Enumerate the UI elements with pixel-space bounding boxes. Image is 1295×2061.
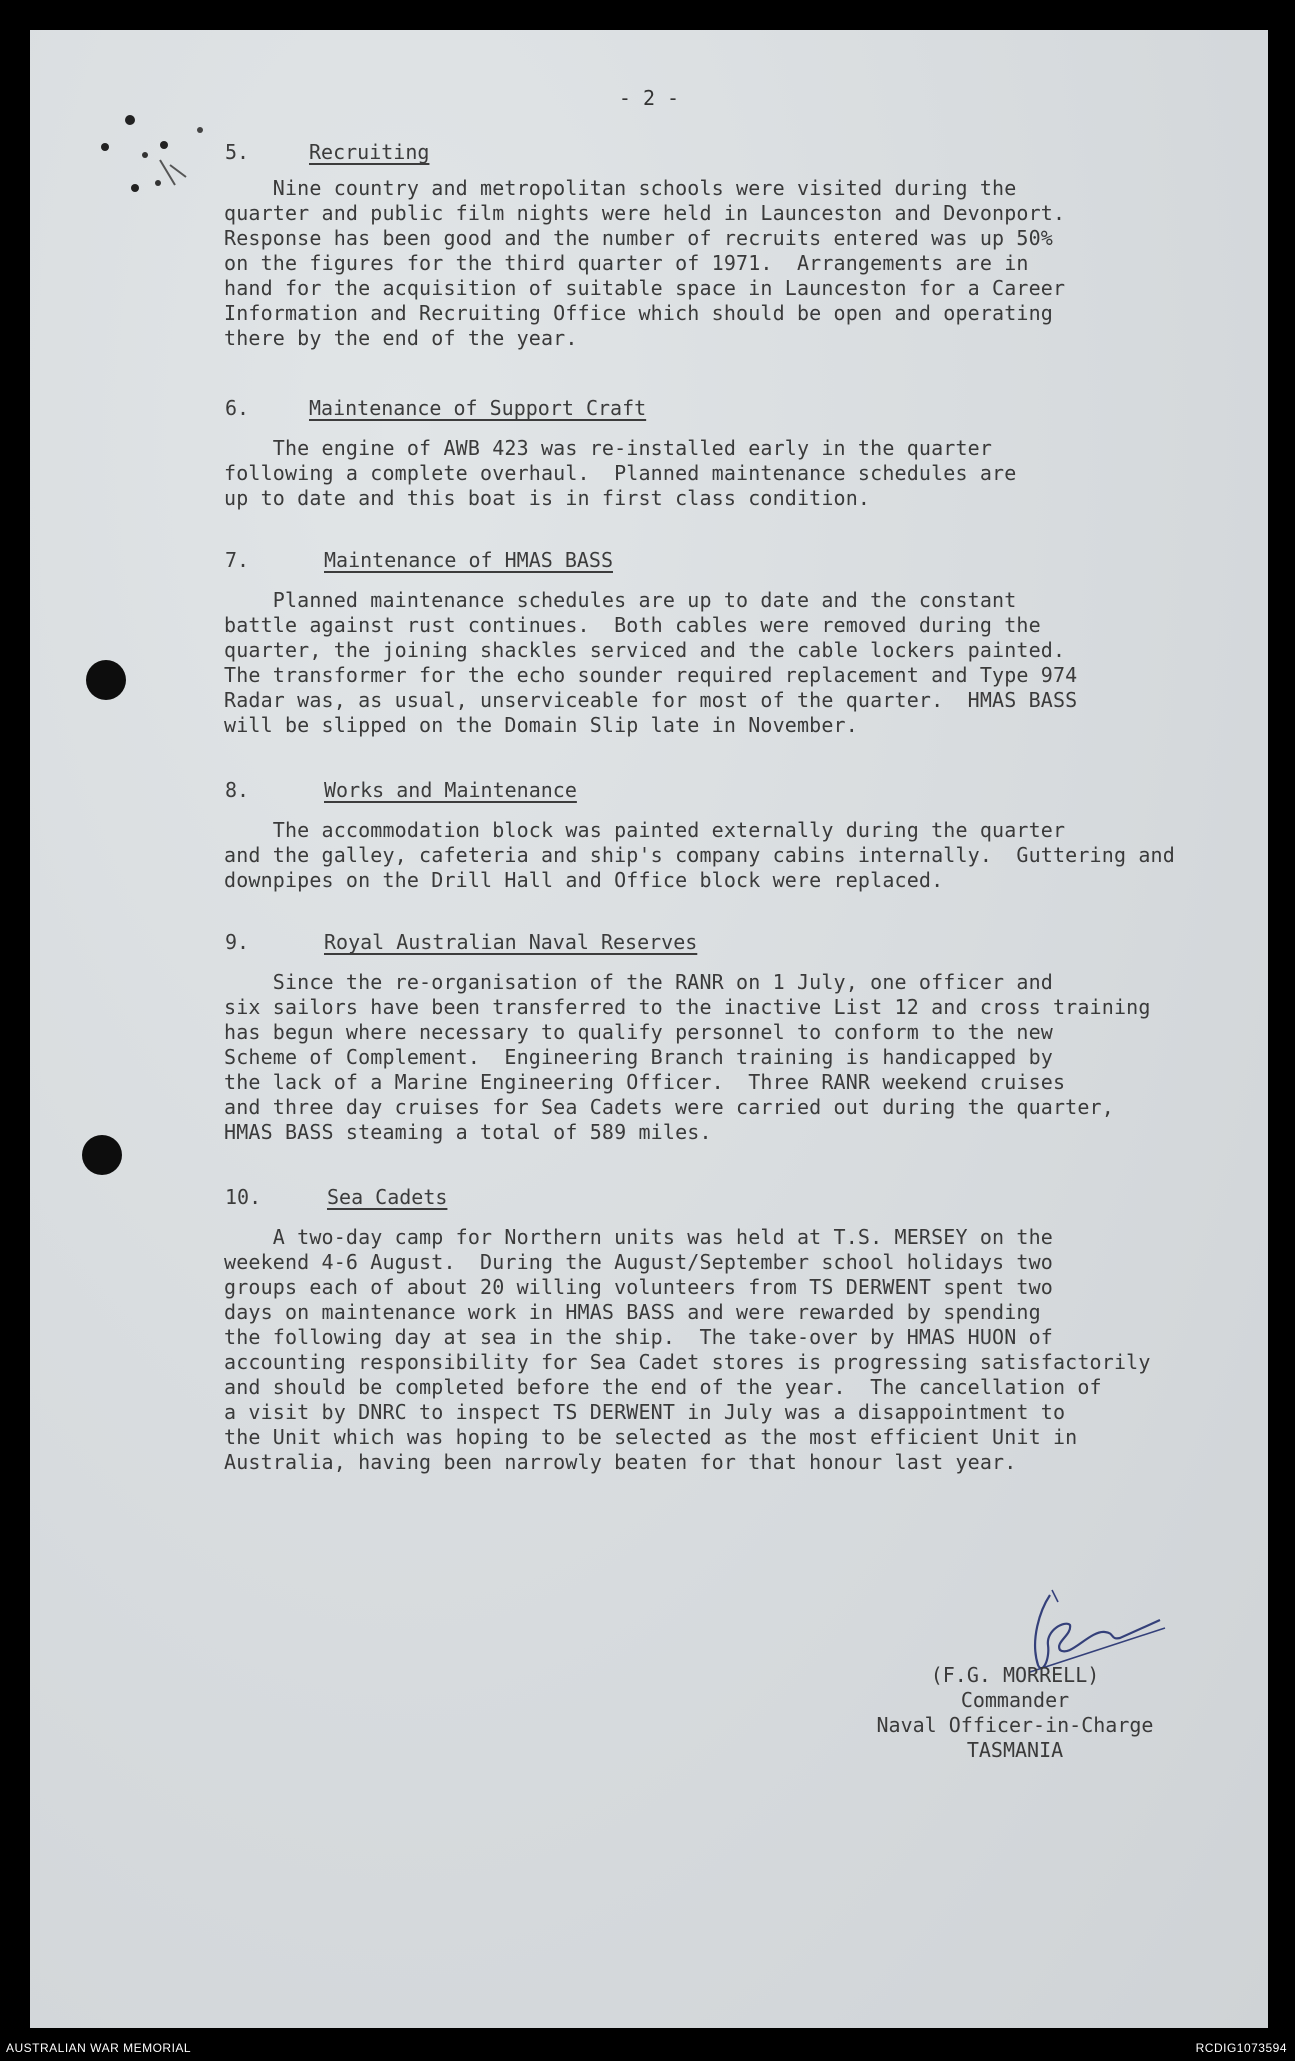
section-heading bbox=[30, 396, 1268, 426]
section-body: The accommodation block was painted externally during the quarter and the galley, cafeteria and ship's company cabins internally. Guttering and downpipes on the Drill Hall and Office block were replaced. bbox=[224, 818, 1175, 892]
document-page bbox=[30, 30, 1268, 2028]
section-number: 7. bbox=[225, 548, 250, 572]
section-title: Maintenance of Support Craft bbox=[309, 396, 647, 420]
section-heading bbox=[30, 1185, 1268, 1215]
section-heading bbox=[30, 778, 1268, 808]
section-support-craft bbox=[30, 396, 1268, 510]
section-title: Maintenance of HMAS BASS bbox=[324, 548, 613, 572]
section-title: Works and Maintenance bbox=[324, 778, 577, 802]
section-naval-reserves bbox=[30, 930, 1268, 1144]
section-works bbox=[30, 778, 1268, 892]
signature-block bbox=[850, 1663, 1180, 1763]
section-number: 8. bbox=[225, 778, 250, 802]
section-sea-cadets bbox=[30, 1185, 1268, 1474]
section-body: The engine of AWB 423 was re-installed early in the quarter following a complete overhaul. Planned maintenance schedules are up to date and this boat is in first class condition. bbox=[224, 436, 1017, 510]
section-title: Recruiting bbox=[309, 140, 430, 164]
section-number: 5. bbox=[225, 140, 250, 164]
section-heading bbox=[30, 930, 1268, 960]
footer-archive-name: AUSTRALIAN WAR MEMORIAL bbox=[6, 2041, 192, 2055]
signatory-position: Naval Officer-in-Charge bbox=[876, 1713, 1154, 1737]
section-title: Sea Cadets bbox=[327, 1185, 448, 1209]
section-title: Royal Australian Naval Reserves bbox=[324, 930, 698, 954]
signatory-name: (F.G. MORRELL) bbox=[930, 1663, 1100, 1687]
punch-hole-bottom bbox=[82, 1135, 122, 1175]
section-number: 9. bbox=[225, 930, 250, 954]
section-heading bbox=[30, 140, 1268, 170]
signatory-rank: Commander bbox=[960, 1688, 1070, 1712]
section-hmas-bass bbox=[30, 548, 1268, 737]
punch-hole-top bbox=[86, 660, 126, 700]
section-number: 6. bbox=[225, 396, 250, 420]
section-body: A two-day camp for Northern units was held at T.S. MERSEY on the weekend 4-6 August. During the August/September school holidays two groups each of about 20 willing volunteers from TS DERWENT spent two days on maintenance work in HMAS BASS and were rewarded by spending the following day at sea in the ship. The take-over by HMAS HUON of accounting responsibility for Sea Cadet stores is progressing satisfactorily and should be completed before the end of the year. The cancellation of a visit by DNRC to inspect TS DERWENT in July was a disappointment to the Unit which was hoping to be selected as the most efficient Unit in Australia, having been narrowly beaten for that honour last year. bbox=[224, 1225, 1151, 1474]
signatory-state: TASMANIA bbox=[966, 1738, 1064, 1762]
page-number: - 2 - bbox=[618, 86, 680, 110]
footer-record-id: RCDIG1073594 bbox=[1195, 2041, 1287, 2055]
section-heading bbox=[30, 548, 1268, 578]
section-body: Planned maintenance schedules are up to date and the constant battle against rust continues. Both cables were removed during the quarter, the joining shackles serviced and the cable lockers painted. The transformer for the echo sounder required replacement and Type 974 Radar was, as usual, unserviceable for most of the quarter. HMAS BASS will be slipped on the Domain Slip late in November. bbox=[224, 588, 1078, 737]
section-body: Since the re-organisation of the RANR on 1 July, one officer and six sailors have been transferred to the inactive List 12 and cross training has begun where necessary to qualify personnel to conform to the new Scheme of Complement. Engineering Branch training is handicapped by the lack of a Marine Engineering Officer. Three RANR weekend cruises and three day cruises for Sea Cadets were carried out during the quarter, HMAS BASS steaming a total of 589 miles. bbox=[224, 970, 1151, 1144]
section-body: Nine country and metropolitan schools were visited during the quarter and public film nights were held in Launceston and Devonport. Response has been good and the number of recruits entered was up 50% on the figures for the third quarter of 1971. Arrangements are in hand for the acquisition of suitable space in Launceston for a Career Information and Recruiting Office which should be open and operating there by the end of the year. bbox=[224, 176, 1066, 350]
section-recruiting bbox=[30, 140, 1268, 350]
section-number: 10. bbox=[225, 1185, 262, 1209]
